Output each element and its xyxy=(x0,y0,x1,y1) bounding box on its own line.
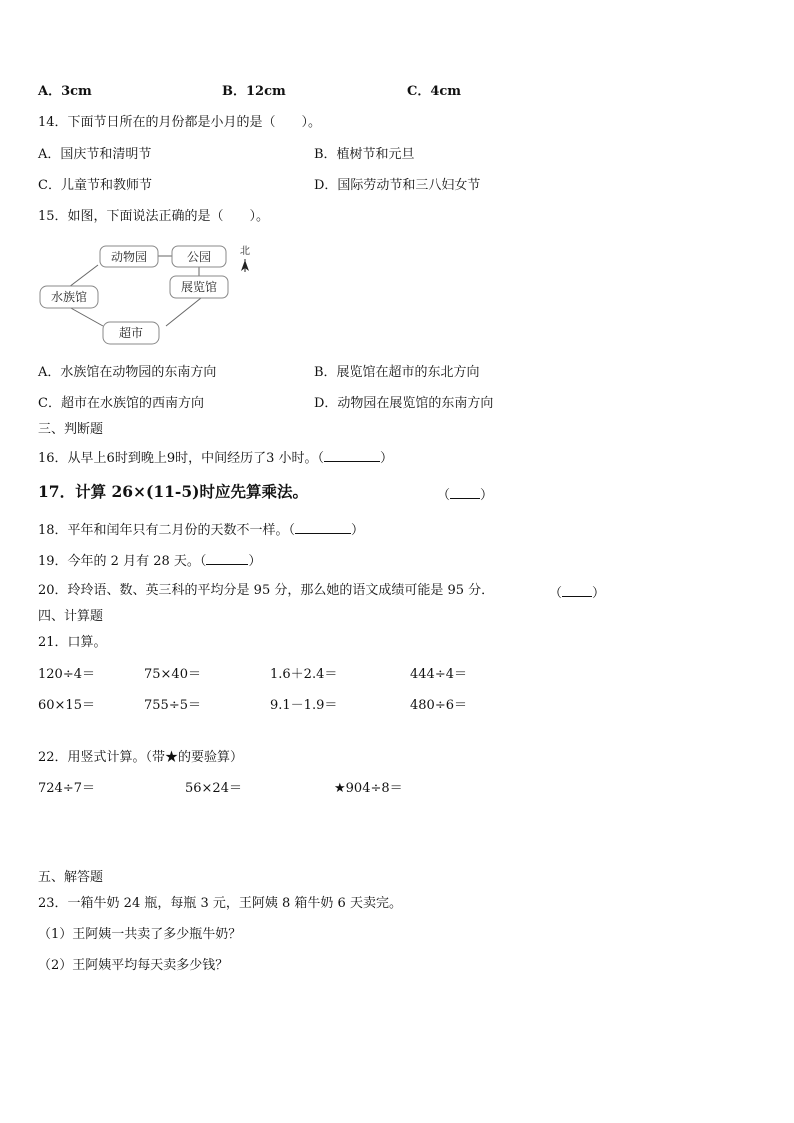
q18 xyxy=(38,521,364,537)
q21-r2-c1: 60×15＝ xyxy=(38,698,95,713)
q18-close: ） xyxy=(351,523,365,538)
q14-option-c: C．儿童节和教师节 xyxy=(38,178,152,193)
q23-sub-1: （1）王阿姨一共卖了多少瓶牛奶？ xyxy=(38,927,242,942)
q15-option-d: D．动物园在展览馆的东南方向 xyxy=(314,396,494,411)
q14-option-a: A．国庆节和清明节 xyxy=(38,147,152,162)
path-aquarium-supermarket xyxy=(69,307,103,326)
q13-option-b: B．12cm xyxy=(222,84,286,99)
exhibition-label: 展览馆 xyxy=(180,280,218,294)
q20-answer-blank[interactable] xyxy=(562,584,592,597)
q20-open: （ xyxy=(549,586,563,601)
q18-answer-blank[interactable] xyxy=(295,521,351,534)
q13-option-a: A．3cm xyxy=(38,84,92,99)
q15-stem: 15．如图，下面说法正确的是（ ）。 xyxy=(38,209,270,224)
q16-answer-blank[interactable] xyxy=(324,449,380,462)
q14-option-b: B．植树节和元旦 xyxy=(314,147,415,162)
q15-map-diagram xyxy=(36,240,266,350)
q21-r2-c3: 9.1－1.9＝ xyxy=(270,698,338,713)
q15-option-a: A．水族馆在动物园的东南方向 xyxy=(38,365,217,380)
aquarium-label: 水族馆 xyxy=(50,290,88,304)
section-3-title: 三、判断题 xyxy=(38,422,104,437)
q20-answer xyxy=(549,584,605,600)
q17-open: （ xyxy=(437,488,451,503)
q22-item-3: ★904÷8＝ xyxy=(334,781,403,796)
q17-answer-blank[interactable] xyxy=(450,486,480,499)
q23-sub-2: （2）王阿姨平均每天卖多少钱？ xyxy=(38,958,229,973)
q14-option-d: D．国际劳动节和三八妇女节 xyxy=(314,178,481,193)
q21-r2-c2: 755÷5＝ xyxy=(144,698,201,713)
q19-text: 19．今年的 2 月有 28 天。（ xyxy=(38,554,207,569)
q21-r1-c2: 75×40＝ xyxy=(144,667,201,682)
q21-r1-c1: 120÷4＝ xyxy=(38,667,95,682)
q23-stem: 23．一箱牛奶 24 瓶，每瓶 3 元，王阿姨 8 箱牛奶 6 天卖完。 xyxy=(38,896,402,911)
q19-answer-blank[interactable] xyxy=(206,552,248,565)
q15-option-b: B．展览馆在超市的东北方向 xyxy=(314,365,480,380)
q21-stem: 21．口算。 xyxy=(38,635,107,650)
q17-answer xyxy=(437,486,493,502)
north-arrow-icon xyxy=(241,259,249,272)
section-5-title: 五、解答题 xyxy=(38,870,104,885)
north-label: 北 xyxy=(240,246,250,257)
q22-item-1: 724÷7＝ xyxy=(38,781,95,796)
q22-item-2: 56×24＝ xyxy=(185,781,242,796)
q17-text: 17．计算 26×(11-5)时应先算乘法。 xyxy=(38,482,308,501)
q19 xyxy=(38,552,261,568)
supermarket-label: 超市 xyxy=(118,326,144,340)
q20-text: 20．玲玲语、数、英三科的平均分是 95 分，那么她的语文成绩可能是 95 分． xyxy=(38,583,495,598)
q14-stem: 14．下面节日所在的月份都是小月的是（ ）。 xyxy=(38,115,322,130)
park-label: 公园 xyxy=(186,250,212,264)
q21-r1-c3: 1.6＋2.4＝ xyxy=(270,667,338,682)
q16-text: 16．从早上6时到晚上9时，中间经历了3 小时。（ xyxy=(38,451,324,466)
q17-close: ） xyxy=(480,488,494,503)
q13-option-c: C．4cm xyxy=(407,84,462,99)
q20-close: ） xyxy=(592,586,606,601)
q21-r1-c4: 444÷4＝ xyxy=(410,667,467,682)
q15-option-c: C．超市在水族馆的西南方向 xyxy=(38,396,204,411)
q18-text: 18．平年和闰年只有二月份的天数不一样。（ xyxy=(38,523,296,538)
q16-close: ） xyxy=(380,451,394,466)
q22-stem: 22．用竖式计算。（带★的要验算） xyxy=(38,750,244,765)
path-supermarket-exhibition xyxy=(166,298,201,326)
q21-r2-c4: 480÷6＝ xyxy=(410,698,467,713)
q19-close: ） xyxy=(248,554,262,569)
q16 xyxy=(38,449,393,465)
zoo-label: 动物园 xyxy=(110,250,148,264)
path-zoo-aquarium xyxy=(69,265,98,287)
section-4-title: 四、计算题 xyxy=(38,609,104,624)
